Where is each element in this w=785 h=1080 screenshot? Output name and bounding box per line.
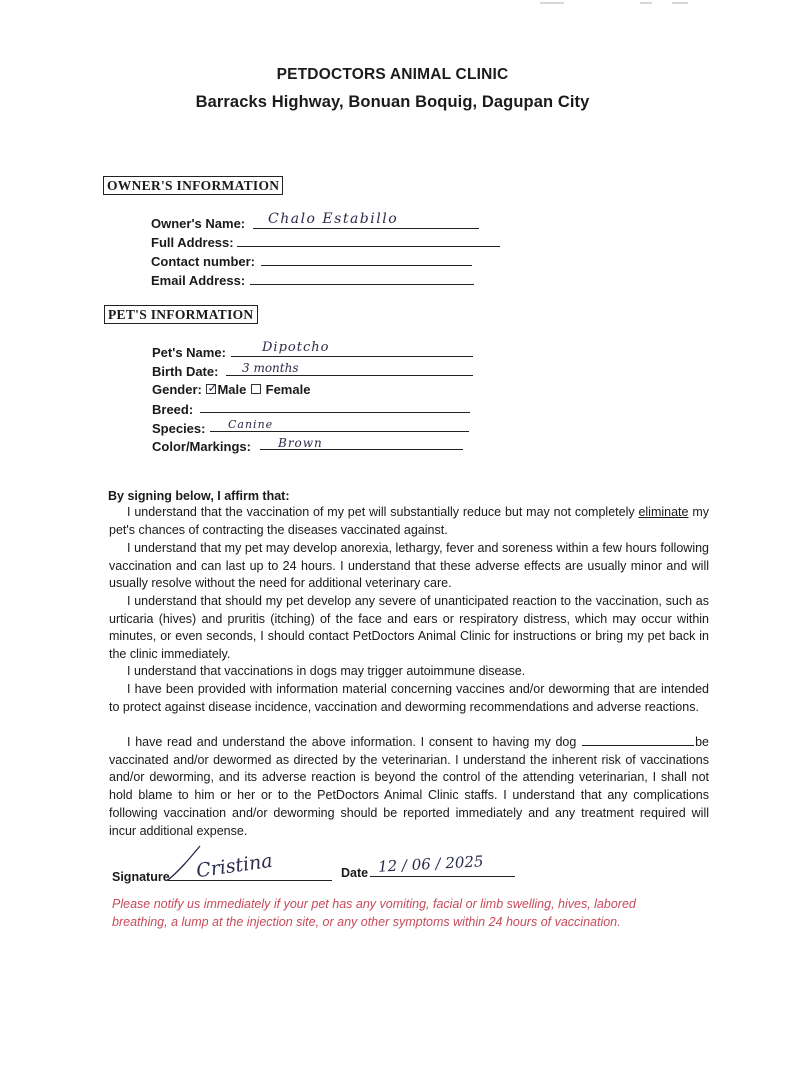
owner-name-label: Owner's Name: [151, 216, 246, 231]
full-address-line[interactable] [237, 246, 500, 247]
species-value[interactable]: Canine [228, 418, 274, 431]
contact-number-line[interactable] [261, 265, 472, 266]
pet-name-value[interactable]: Dipotcho [262, 340, 330, 355]
gender-male-checkbox[interactable] [206, 381, 218, 395]
signature-label: Signature [112, 870, 170, 884]
affirmation-p6-text: I have read and understand the above information. I consent to having my dog [127, 735, 577, 749]
birth-date-label: Birth Date: [152, 364, 219, 379]
affirmation-paragraph-4: I understand that vaccinations in dogs may trigger autoimmune disease. [127, 664, 526, 678]
owner-name-value[interactable]: Chalo Estabillo [268, 211, 399, 227]
affirmation-paragraph-5: I have been provided with information material concerning vaccines and/or deworming that are intended to protect against disease incidence, vaccination and deworming recommendations and adverse reactions. [109, 682, 709, 714]
clinic-name: PETDOCTORS ANIMAL CLINIC [276, 66, 509, 83]
affirmation-paragraph-1 [109, 504, 709, 539]
affirmation-paragraph-3: I understand that should my pet develop any severe of unanticipated reaction to the vaccination, such as urticaria (hives) and pruritis (itching) of the face and ears or respiratory distress, which may occur within minutes, or even seconds, I should contact PetDoctors Animal Clinic for instructions or bring my pet back in the clinic immediately. [109, 594, 709, 662]
affirmation-heading: By signing below, I affirm that: [108, 489, 290, 503]
post-vaccination-notice: Please notify us immediately if your pet has any vomiting, facial or limb swelling, hives, labored breathing, a lump at the injection site, or any other symptoms within 24 hours of vaccination. [112, 897, 636, 929]
scan-artifact [640, 2, 652, 4]
breed-line[interactable] [200, 412, 470, 413]
gender-row [152, 382, 310, 398]
birth-date-line[interactable] [226, 375, 473, 376]
color-markings-value[interactable]: Brown [278, 436, 323, 450]
gender-male-label: Male [217, 382, 247, 397]
affirmation-paragraph-6 [109, 734, 709, 840]
gender-female-checkbox[interactable] [251, 384, 261, 394]
full-address-label: Full Address: [151, 235, 234, 250]
affirmation-p1-underlined: eliminate [638, 505, 689, 519]
gender-female-label: Female [265, 382, 311, 397]
clinic-address: Barracks Highway, Bonuan Boquig, Dagupan City [195, 93, 590, 111]
color-markings-label: Color/Markings: [152, 439, 251, 454]
signature-flourish-icon [166, 842, 206, 882]
dog-name-blank[interactable] [582, 734, 694, 746]
birth-date-value[interactable]: 3 months [242, 361, 299, 375]
email-address-line[interactable] [250, 284, 474, 285]
date-label: Date [341, 866, 369, 880]
affirmation-p6-text-end: be vaccinated and/or dewormed as directed by the veterinarian. I understand the inherent risk of vaccinations and/or deworming, and its adverse reaction is beyond the control of the attending veterinarian, I shall not hold blame to him or her or to the PetDoctors Animal Clinic staffs. I understand that any complications following vaccination and/or deworming should be reported immediately and any treatment required will incur additional expense. [109, 735, 709, 838]
affirmation-p1-text: I understand that the vaccination of my pet will substantially reduce but may not completely [127, 505, 639, 519]
affirmation-p1-text-end: my pet's chances of contracting the diseases vaccinated against. [109, 505, 709, 537]
species-label: Species: [152, 421, 206, 436]
owner-section-heading: OWNER'S INFORMATION [103, 176, 283, 195]
scan-artifact [540, 2, 564, 4]
gender-label: Gender: [152, 382, 202, 397]
date-value[interactable]: 12 / 06 / 2025 [377, 852, 484, 876]
owner-name-line[interactable] [253, 228, 479, 229]
pet-name-label: Pet's Name: [152, 345, 226, 360]
contact-number-label: Contact number: [151, 254, 255, 269]
affirmation-paragraph-2: I understand that my pet may develop anorexia, lethargy, fever and soreness within a few hours following vaccination and can last up to 24 hours. I understand that these adverse effects are usually minor and will usually resolve without the need for additional veterinary care. [109, 541, 709, 591]
signature-value[interactable]: Cristina [194, 849, 274, 883]
pet-name-line[interactable] [231, 356, 473, 357]
scan-artifact [672, 2, 688, 4]
pet-section-heading: PET'S INFORMATION [104, 305, 258, 324]
check-mark-icon: ✓ [207, 381, 218, 395]
date-line[interactable] [370, 876, 515, 877]
email-address-label: Email Address: [151, 273, 246, 288]
breed-label: Breed: [152, 402, 194, 417]
